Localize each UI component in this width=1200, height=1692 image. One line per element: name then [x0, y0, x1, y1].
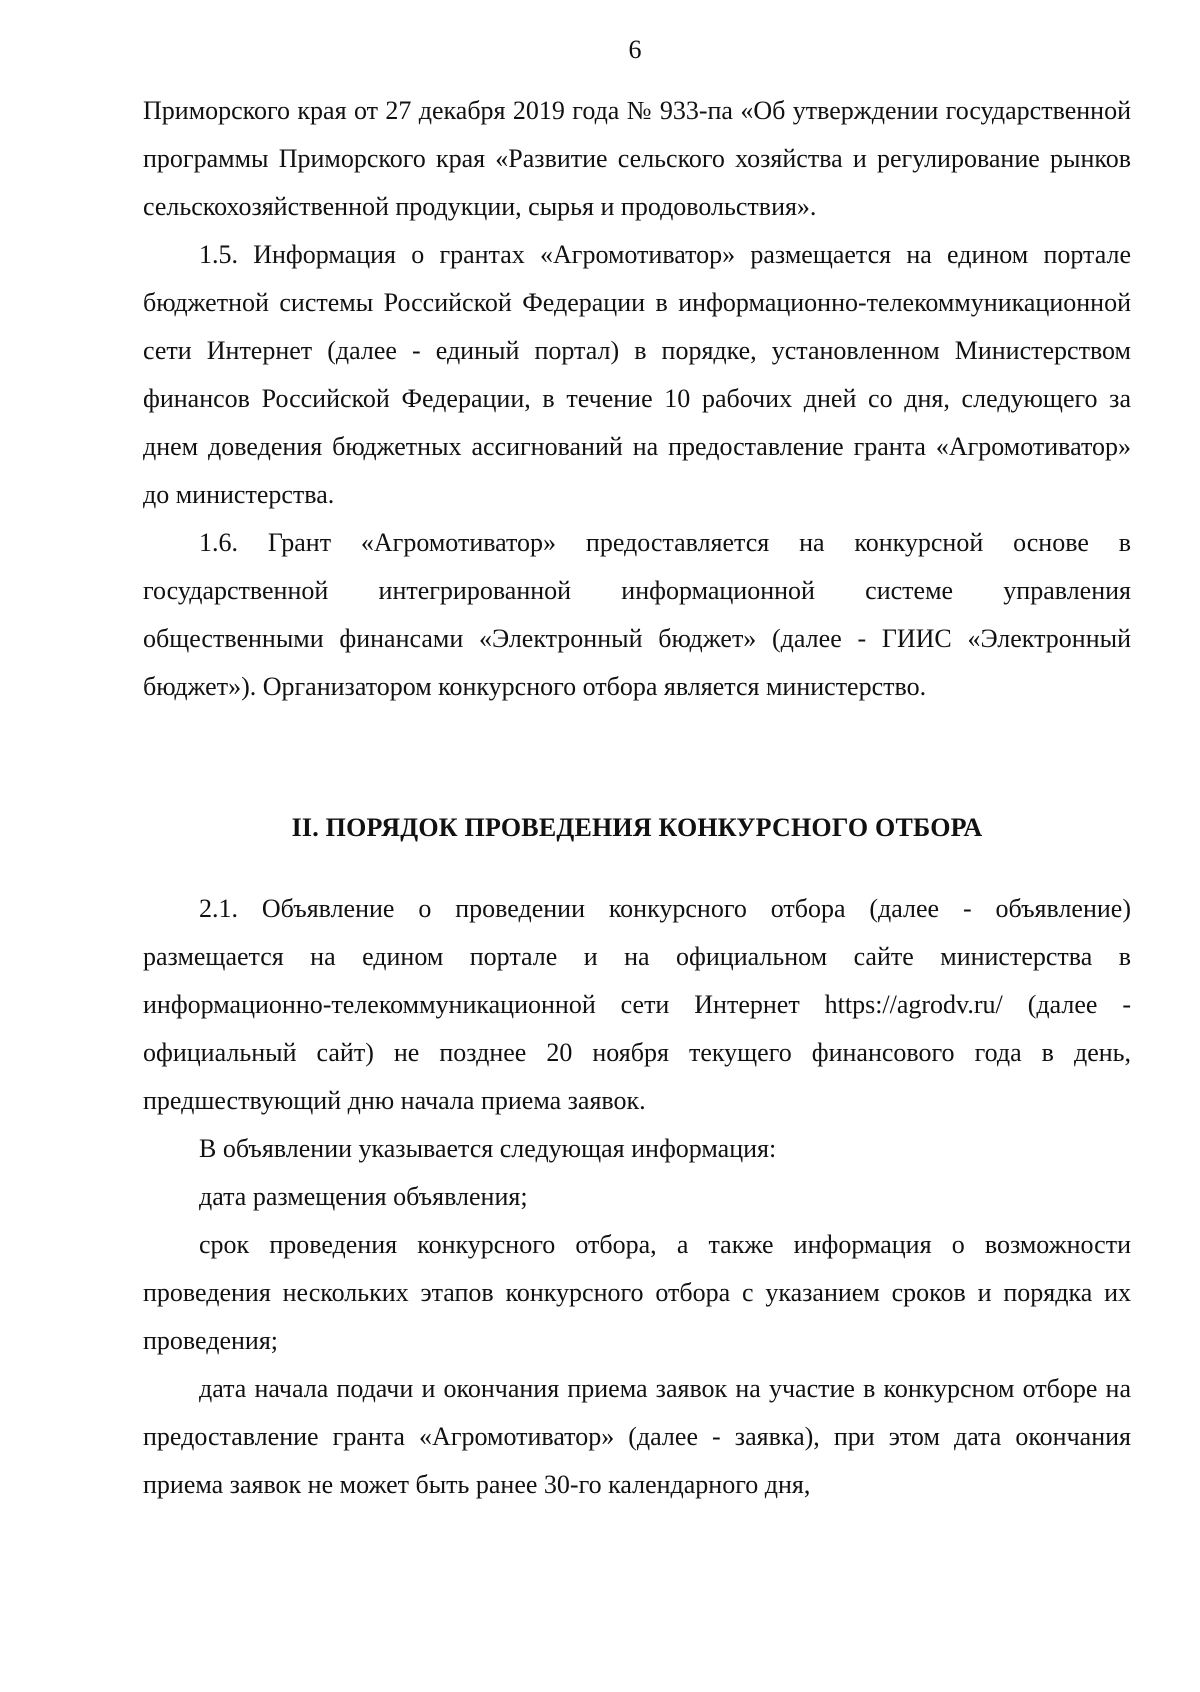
paragraph-start: дата начала подачи и окончания приема заявок на участие в конкурсном отборе на предоставление гранта «Агромотиватор» (далее - заявка), при этом дата окончания приема заявок не может быть ранее 30-го календарного дня, [143, 1374, 1131, 1499]
paragraph-date: дата размещения объявления; [199, 1182, 528, 1211]
paragraph-1-6: 1.6. Грант «Агромотиватор» предоставляется на конкурсной основе в государственной интегрированной информационной системе управления общественными финансами «Электронный бюджет» (далее - ГИИС «Электронный бюджет»). Организатором конкурсного отбора является министерство. [143, 528, 1131, 701]
section-2-text [143, 885, 1131, 1509]
paragraph-term: срок проведения конкурсного отбора, а также информация о возможности проведения нескольких этапов конкурсного отбора с указанием сроков и порядка их проведения; [143, 1230, 1131, 1355]
paragraph-2-1: 2.1. Объявление о проведении конкурсного отбора (далее - объявление) размещается на едином портале и на официальном сайте министерства в информационно-телекоммуникационной сети Интернет https://agrodv.ru/ (далее - официальный сайт) не позднее 20 ноября текущего финансового года в день, предшествующий дню начала приема заявок. [143, 894, 1131, 1115]
section-2-heading: II. ПОРЯДОК ПРОВЕДЕНИЯ КОНКУРСНОГО ОТБОРА [291, 813, 983, 842]
paragraph-info: В объявлении указывается следующая информация: [199, 1134, 777, 1163]
page-number: 6 [628, 35, 642, 64]
section-1-text [143, 87, 1131, 711]
paragraph-continuation: Приморского края от 27 декабря 2019 года № 933-па «Об утверждении государственной программы Приморского края «Развитие сельского хозяйства и регулирование рынков сельскохозяйственной продукции, сырья и продовольствия». [143, 96, 1131, 221]
paragraph-1-5: 1.5. Информация о грантах «Агромотиватор» размещается на едином портале бюджетной системы Российской Федерации в информационно-телекоммуникационной сети Интернет (далее - единый портал) в порядке, установленном Министерством финансов Российской Федерации, в течение 10 рабочих дней со дня, следующего за днем доведения бюджетных ассигнований на предоставление гранта «Агромотиватор» до министерства. [143, 240, 1131, 509]
